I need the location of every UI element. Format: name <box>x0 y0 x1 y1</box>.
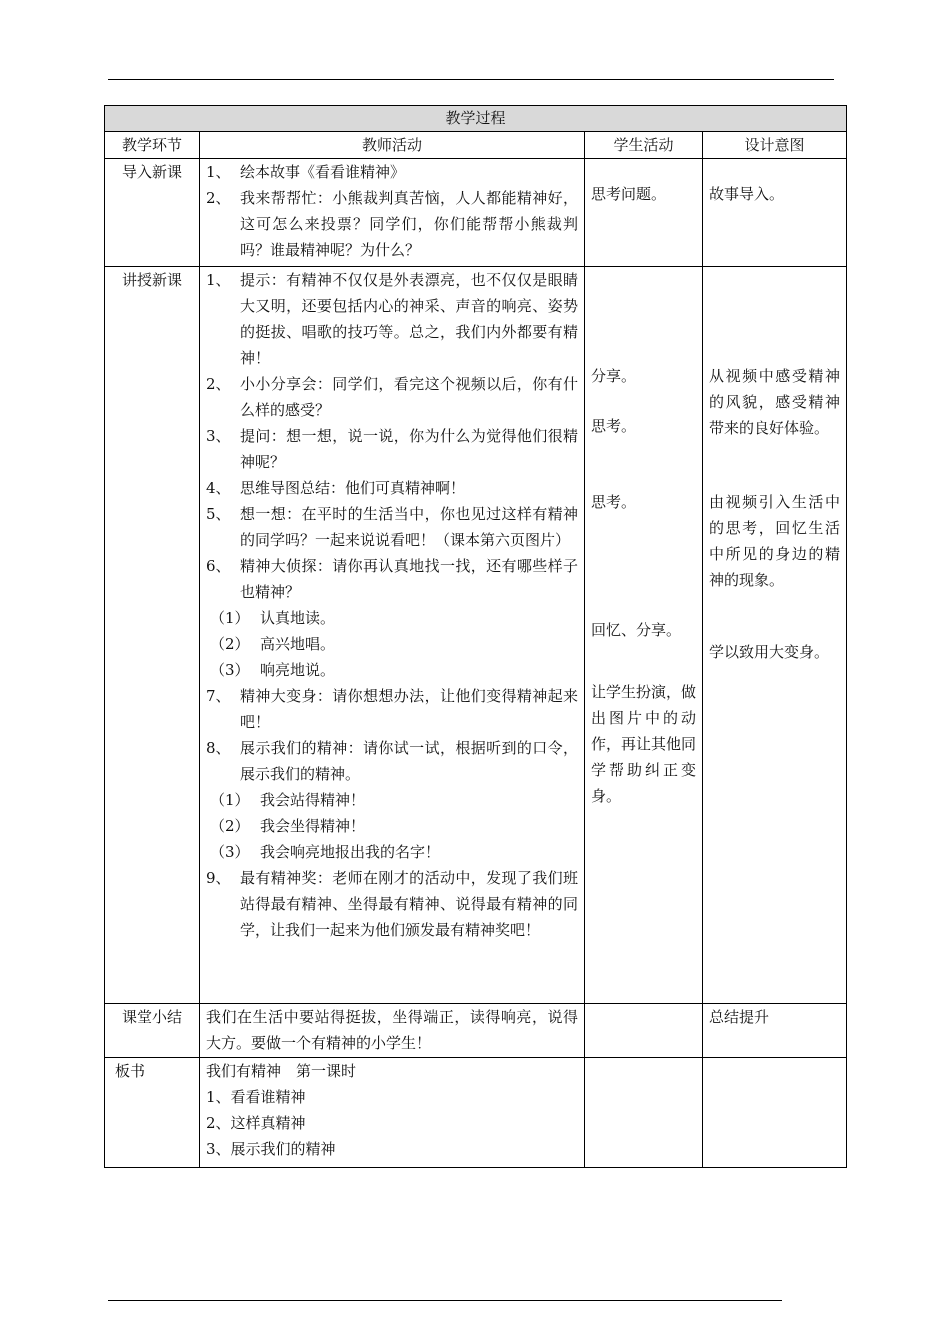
board-cell <box>200 1058 585 1168</box>
student-cell: 思考问题。 <box>585 159 703 267</box>
teacher-cell: 我们在生活中要站得挺拔，坐得端正，读得响亮，说得大方。要做一个有精神的小学生！ <box>200 1004 585 1058</box>
header-teacher: 教师活动 <box>200 132 585 159</box>
header-student: 学生活动 <box>585 132 703 159</box>
board-line: 1、看看谁精神 <box>206 1088 306 1106</box>
list-item: 2、 小小分享会：同学们，看完这个视频以后，你有什么样的感受？ <box>206 375 578 419</box>
list-item: 3、 提问：想一想，说一说，你为什么为觉得他们很精神呢？ <box>206 427 578 471</box>
list-item: 6、 精神大侦探：请你再认真地找一找，还有哪些样子也精神？ <box>206 557 578 601</box>
list-item: 1、 绘本故事《看看谁精神》 <box>206 163 406 181</box>
teacher-cell <box>200 267 585 1004</box>
list-item: 8、 展示我们的精神：请你试一试，根据听到的口令，展示我们的精神。 <box>206 739 578 783</box>
stage-cell: 板书 <box>105 1058 200 1168</box>
title-row <box>105 106 847 132</box>
header-rule <box>108 79 834 80</box>
intent-cell: 故事导入。 <box>703 159 847 267</box>
student-cell: 分享。 思考。 思考。 回忆、分享。 让学生扮演，做出图片中的动作，再让其他同学帮助纠正变身。 <box>585 267 703 1004</box>
header-stage: 教学环节 <box>105 132 200 159</box>
footer-rule <box>108 1300 782 1301</box>
board-line: 3、展示我们的精神 <box>206 1140 336 1158</box>
list-item: （2） 我会坐得精神！ <box>210 817 366 835</box>
intent-cell: 总结提升 <box>703 1004 847 1058</box>
student-cell <box>585 1004 703 1058</box>
teaching-process-table <box>104 105 847 1168</box>
list-item: （3） 我会响亮地报出我的名字！ <box>210 843 441 861</box>
list-item: （2） 高兴地唱。 <box>210 635 336 653</box>
teacher-cell <box>200 159 585 267</box>
table-title: 教学过程 <box>105 106 847 132</box>
board-line: 2、这样真精神 <box>206 1114 306 1132</box>
list-item: 9、 最有精神奖：老师在刚才的活动中，发现了我们班站得最有精神、坐得最有精神、说得最有精神的同学，让我们一起来为他们颁发最有精神奖吧！ <box>206 869 578 939</box>
list-item: （1） 我会站得精神！ <box>210 791 366 809</box>
stage-cell: 导入新课 <box>105 159 200 267</box>
list-item: （1） 认真地读。 <box>210 609 336 627</box>
board-line: 我们有精神 第一课时 <box>206 1062 357 1080</box>
list-item: 4、 思维导图总结：他们可真精神啊！ <box>206 479 466 497</box>
list-item: 5、 想一想：在平时的生活当中，你也见过这样有精神的同学吗？一起来说说看吧！（课本第六页图片） <box>206 505 578 549</box>
table-row <box>105 1058 847 1168</box>
list-item: 7、 精神大变身：请你想想办法，让他们变得精神起来吧！ <box>206 687 578 731</box>
stage-cell: 讲授新课 <box>105 267 200 1004</box>
table-row <box>105 1004 847 1058</box>
list-item: 1、 提示：有精神不仅仅是外表漂亮，也不仅仅是眼睛大又明，还要包括内心的神采、声音的响亮、姿势的挺拔、唱歌的技巧等。总之，我们内外都要有精神！ <box>206 271 578 367</box>
intent-cell: 从视频中感受精神的风貌，感受精神带来的良好体验。 由视频引入生活中的思考，回忆生活中所见的身边的精神的现象。 学以致用大变身。 <box>703 267 847 1004</box>
list-item: 2、 我来帮帮忙：小熊裁判真苦恼，人人都能精神好，这可怎么来投票？同学们，你们能帮帮小熊裁判吗？谁最精神呢？为什么？ <box>206 189 578 259</box>
header-row <box>105 132 847 159</box>
student-cell <box>585 1058 703 1168</box>
intent-cell <box>703 1058 847 1168</box>
table-row <box>105 159 847 267</box>
list-item: （3） 响亮地说。 <box>210 661 336 679</box>
stage-cell: 课堂小结 <box>105 1004 200 1058</box>
table-row <box>105 267 847 1004</box>
header-intent: 设计意图 <box>703 132 847 159</box>
